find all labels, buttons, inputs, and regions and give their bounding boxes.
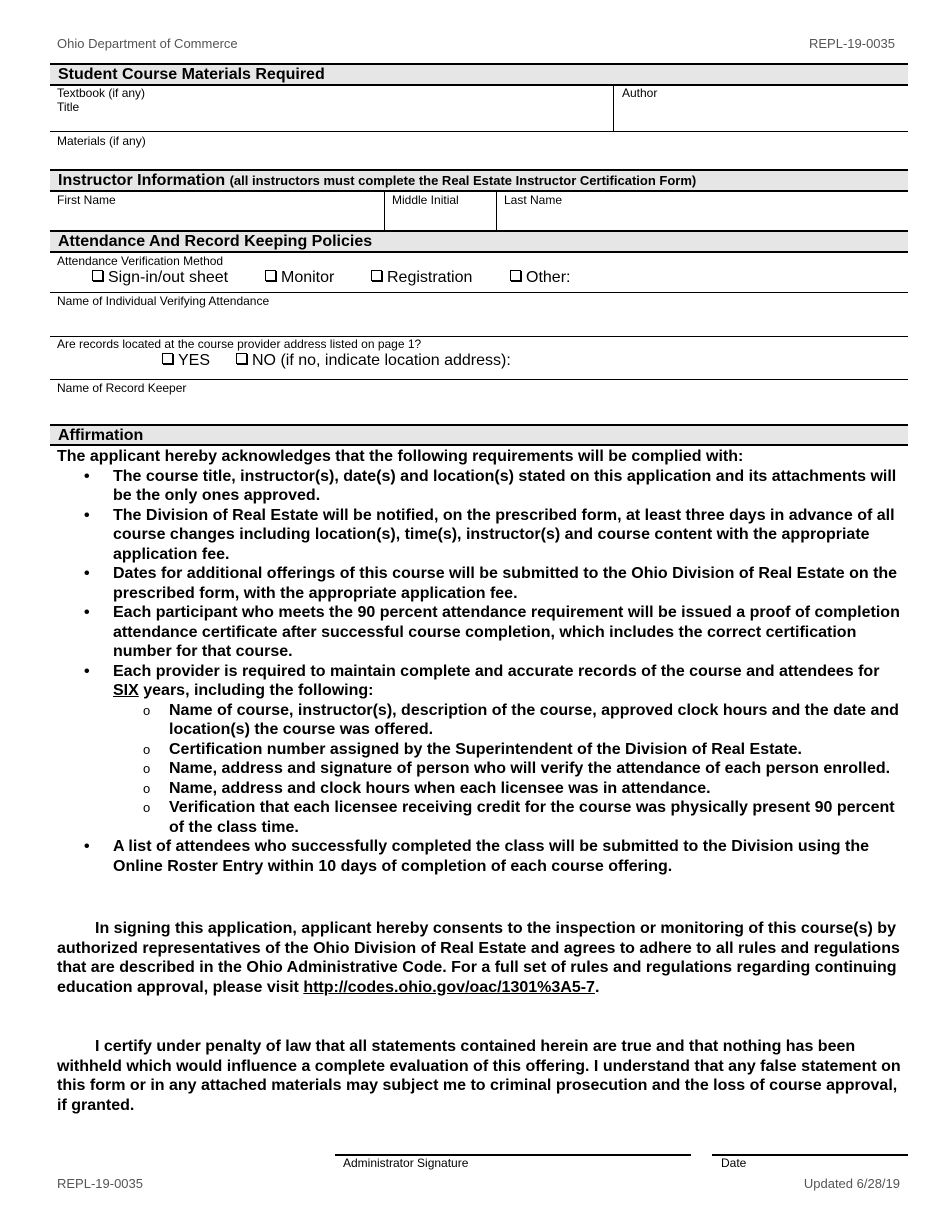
option-registration[interactable]: Registration: [371, 269, 472, 287]
checkbox-icon[interactable]: [265, 270, 276, 281]
title-label: Title: [57, 100, 80, 114]
oac-rules-link[interactable]: http://codes.ohio.gov/oac/1301%3A5-7: [303, 978, 595, 996]
materials-divider: [50, 131, 908, 132]
affirmation-body: [57, 447, 902, 876]
checkbox-icon[interactable]: [162, 353, 173, 364]
records-bullet: • Each provider is required to maintain complete and accurate records of the course and attendees for SIX years, including the following:: [57, 662, 902, 701]
form-id-header: REPL-19-0035: [809, 36, 895, 51]
affirmation-list: [57, 467, 902, 877]
affirmation-intro: The applicant hereby acknowledges that the following requirements will be complied with:: [57, 448, 744, 465]
consent-paragraph: In signing this application, applicant hereby consents to the inspection or monitoring of this course(s) by authorized representatives of the Ohio Division of Real Estate and agrees to adhere to all rules and regulations that are described in the Ohio Administrative Code. For a full set of rules and regulations regarding continuing education approval, please visit http://codes.ohio.gov/oac/1301%3A5-7.: [57, 920, 900, 996]
records-sub-bullet: o Name of course, instructor(s), description of the course, approved clock hours and the date and location(s) the course was offered.: [57, 701, 902, 740]
checkbox-icon[interactable]: [92, 270, 103, 281]
materials-section-header: [50, 63, 908, 86]
records-sub-bullet: o Name, address and clock hours when each licensee was in attendance.: [57, 779, 902, 799]
attendance-section-header: [50, 230, 908, 253]
attendance-section-title: Attendance And Record Keeping Policies: [58, 233, 373, 250]
option-no[interactable]: NO (if no, indicate location address):: [236, 352, 511, 370]
affirmation-bullet: • The Division of Real Estate will be notified, on the prescribed form, at least three days in advance of all course changes including location(s), time(s), instructor(s) and course content with the appropriate application fee.: [57, 506, 902, 565]
instructor-section-title: Instructor Information: [58, 172, 226, 189]
attendance-divider-3: [50, 379, 908, 380]
verification-method-label: Attendance Verification Method: [57, 254, 224, 268]
verifier-label: Name of Individual Verifying Attendance: [57, 294, 270, 308]
textbook-label: Textbook (if any): [57, 86, 146, 100]
materials-label: Materials (if any): [57, 134, 146, 148]
instructor-divider-1: [384, 191, 385, 231]
affirmation-section-header: [50, 424, 908, 446]
admin-signature-label: Administrator Signature: [343, 1156, 469, 1170]
records-sub-bullet: o Certification number assigned by the Superintendent of the Division of Real Estate.: [57, 740, 902, 760]
attendance-divider-1: [50, 292, 908, 293]
author-label: Author: [622, 86, 658, 100]
middle-initial-label: Middle Initial: [392, 193, 459, 207]
last-name-label: Last Name: [504, 193, 563, 207]
form-id-footer: REPL-19-0035: [57, 1176, 143, 1191]
instructor-divider-2: [496, 191, 497, 231]
option-yes[interactable]: YES: [162, 352, 210, 370]
checkbox-icon[interactable]: [371, 270, 382, 281]
first-name-label: First Name: [57, 193, 116, 207]
updated-date: Updated 6/28/19: [803, 1176, 900, 1191]
records-sub-bullet: o Name, address and signature of person who will verify the attendance of each person enrolled.: [57, 759, 902, 779]
records-question: Are records located at the course provider address listed on page 1?: [57, 337, 422, 351]
option-other[interactable]: Other:: [510, 269, 570, 287]
records-sub-bullet: o Verification that each licensee receiving credit for the course was physically present 90 percent of the class time.: [57, 798, 902, 837]
instructor-section-header: [50, 169, 908, 192]
affirmation-bullet: • Each participant who meets the 90 percent attendance requirement will be issued a proof of completion attendance certificate after successful course completion, which includes the correct certification number for that course.: [57, 603, 902, 662]
date-label: Date: [721, 1156, 747, 1170]
affirmation-bullet: • Dates for additional offerings of this course will be submitted to the Ohio Division of Real Estate on the prescribed form, with the appropriate application fee.: [57, 564, 902, 603]
checkbox-icon[interactable]: [510, 270, 521, 281]
affirmation-section-title: Affirmation: [58, 427, 144, 444]
instructor-section-note: (all instructors must complete the Real Estate Instructor Certification Form): [229, 173, 697, 188]
option-monitor[interactable]: Monitor: [265, 269, 334, 287]
affirmation-bullet: • A list of attendees who successfully completed the class will be submitted to the Division using the Online Roster Entry within 10 days of completion of each course offering.: [57, 837, 902, 876]
affirmation-bullet: • The course title, instructor(s), date(s) and location(s) stated on this application and its attachments will be the only ones approved.: [57, 467, 902, 506]
certification-paragraph: I certify under penalty of law that all statements contained herein are true and that nothing has been withheld which would influence a complete evaluation of this offering. I understand that any false statement on this form or in any attached materials may subject me to criminal prosecution and the loss of course approval, if granted.: [57, 1038, 901, 1114]
materials-section-title: Student Course Materials Required: [58, 66, 325, 83]
record-keeper-label: Name of Record Keeper: [57, 381, 187, 395]
option-sign-in-out[interactable]: Sign-in/out sheet: [92, 269, 228, 287]
checkbox-icon[interactable]: [236, 353, 247, 364]
agency-name: Ohio Department of Commerce: [57, 36, 238, 51]
materials-column-divider: [613, 86, 614, 132]
